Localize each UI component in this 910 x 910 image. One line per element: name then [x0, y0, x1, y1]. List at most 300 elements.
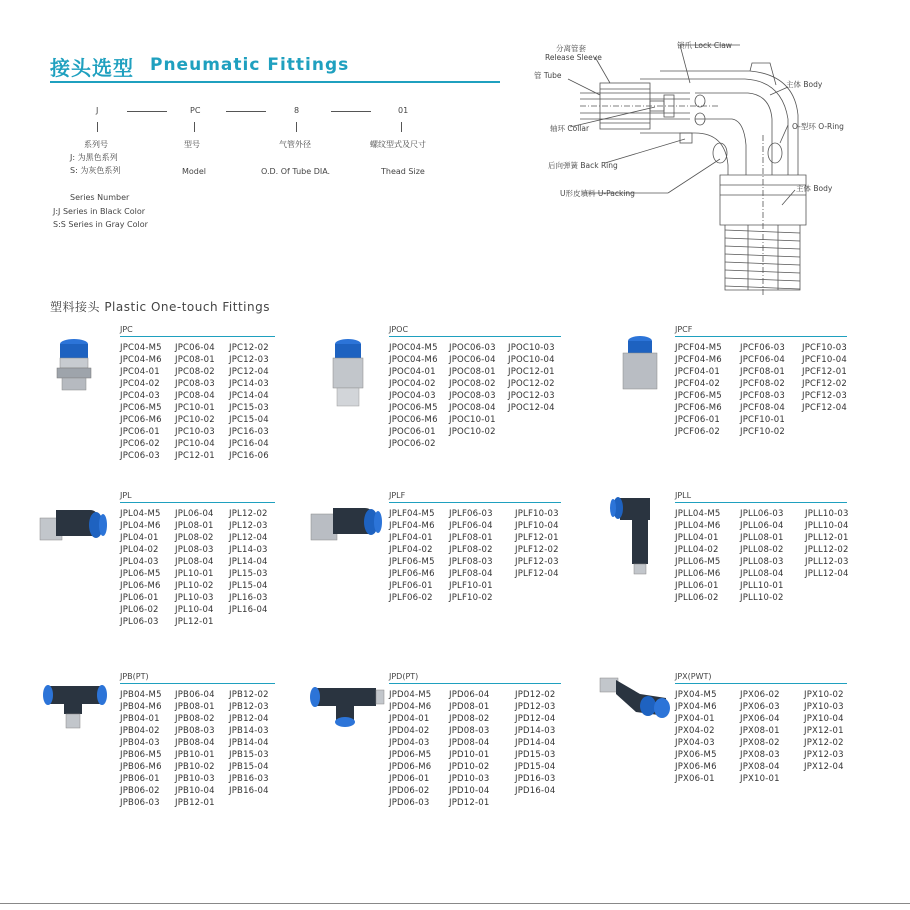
model-code: JPB10-01	[175, 750, 215, 760]
model-code: JPLF08-03	[449, 557, 493, 567]
model-code: JPB04-01	[120, 714, 160, 724]
tick	[296, 122, 297, 132]
family-label: JPLF	[389, 491, 406, 500]
model-code: JPC12-04	[229, 367, 269, 377]
model-code: JPX10-04	[804, 714, 844, 724]
family-label: JPL	[120, 491, 132, 500]
model-code: JPC06-03	[120, 451, 160, 461]
model-code: JPLL10-01	[740, 581, 784, 591]
model-code: JPX08-01	[740, 726, 780, 736]
model-column	[805, 508, 849, 580]
model-code: JPL04-M5	[120, 509, 161, 519]
tick	[401, 122, 402, 132]
model-code: JPLL06-03	[740, 509, 784, 519]
model-code: JPL08-04	[175, 557, 214, 567]
model-code: JPB06-01	[120, 774, 160, 784]
model-code: JPLL06-01	[675, 581, 719, 591]
jpx-fitting-icon	[596, 672, 676, 732]
model-column	[740, 342, 785, 438]
model-code: JPX10-02	[804, 690, 844, 700]
model-code: JPLL06-M5	[675, 557, 721, 567]
family-rule	[675, 336, 847, 337]
model-column	[449, 689, 489, 809]
model-code: JPLF12-04	[515, 569, 559, 579]
model-code: JPC15-04	[229, 415, 269, 425]
model-code: JPD04-M5	[389, 690, 432, 700]
model-code: JPD04-01	[389, 714, 430, 724]
model-code: JPOC08-04	[449, 403, 496, 413]
model-code: JPC04-01	[120, 367, 160, 377]
model-code: JPC12-03	[229, 355, 269, 365]
model-code: JPOC04-01	[389, 367, 436, 377]
model-code: JPB10-04	[175, 786, 215, 796]
label-thread-cn: 螺纹型式及尺寸	[370, 140, 426, 149]
model-code: JPLF08-04	[449, 569, 493, 579]
model-code: JPCF04-M6	[675, 355, 722, 365]
family-label: JPOC	[389, 325, 409, 334]
model-code: JPX04-01	[675, 714, 715, 724]
label-body-bottom: 主体 Body	[796, 184, 833, 193]
model-column	[675, 508, 721, 604]
model-code: JPC04-02	[120, 379, 160, 389]
model-code: JPD06-M6	[389, 762, 432, 772]
model-code: JPB06-M5	[120, 750, 162, 760]
model-code: JPD14-03	[515, 726, 556, 736]
label-body-top: 主体 Body	[786, 80, 823, 89]
family-label: JPC	[120, 325, 133, 334]
family-rule	[120, 336, 275, 337]
model-code: JPLL04-M5	[675, 509, 721, 519]
model-code: JPOC06-03	[449, 343, 496, 353]
label-back-ring: 后向弹簧 Back Ring	[548, 161, 618, 170]
model-code: JPLF04-M6	[389, 521, 435, 531]
model-code: JPC10-02	[175, 415, 215, 425]
model-code: JPB15-03	[229, 750, 269, 760]
model-code: JPOC06-04	[449, 355, 496, 365]
model-code: JPC10-03	[175, 427, 215, 437]
model-code: JPC08-04	[175, 391, 215, 401]
model-column	[675, 342, 722, 438]
model-code: JPOC06-M6	[389, 415, 438, 425]
model-column	[740, 508, 784, 604]
code-part-thread: 01	[398, 106, 409, 115]
model-code: JPB08-02	[175, 714, 215, 724]
model-code: JPCF06-01	[675, 415, 720, 425]
model-column	[120, 689, 162, 809]
model-code: JPLF06-M6	[389, 569, 435, 579]
model-code: JPB08-03	[175, 726, 215, 736]
family-label: JPLL	[675, 491, 692, 500]
model-code: JPL12-04	[229, 533, 268, 543]
series-black-en: J:J Series in Black Color	[53, 207, 146, 216]
model-code: JPB12-02	[229, 690, 269, 700]
model-column	[120, 342, 162, 462]
model-code: JPL16-04	[229, 605, 268, 615]
dash	[226, 111, 266, 112]
model-code: JPCF08-02	[740, 379, 785, 389]
model-code: JPL06-M6	[120, 581, 161, 591]
model-code: JPLL06-M6	[675, 569, 721, 579]
model-code: JPD14-04	[515, 738, 556, 748]
label-lock-claw: 锁爪 Lock Claw	[677, 41, 732, 50]
model-code: JPLL08-04	[740, 569, 784, 579]
model-code: JPLF06-03	[449, 509, 493, 519]
family-rule	[120, 683, 275, 684]
model-code: JPCF08-01	[740, 367, 785, 377]
label-release-sleeve-cn: 分离管套	[556, 44, 586, 53]
label-od-en: O.D. Of Tube DIA.	[261, 167, 331, 176]
model-code: JPCF04-M5	[675, 343, 722, 353]
model-code: JPL08-01	[175, 521, 214, 531]
model-code: JPOC10-02	[449, 427, 496, 437]
model-code: JPL14-03	[229, 545, 268, 555]
model-code: JPC10-01	[175, 403, 215, 413]
model-code: JPC04-M5	[120, 343, 162, 353]
model-code: JPD08-01	[449, 702, 490, 712]
model-code: JPL06-03	[120, 617, 159, 627]
model-code: JPLL10-02	[740, 593, 784, 603]
model-code: JPB04-M6	[120, 702, 162, 712]
label-od-cn: 气管外径	[279, 140, 311, 149]
model-code: JPL04-02	[120, 545, 159, 555]
label-model-en: Model	[182, 167, 207, 176]
model-column	[175, 342, 215, 462]
model-code: JPB10-03	[175, 774, 215, 784]
model-code: JPOC06-02	[389, 439, 436, 449]
model-code: JPLF06-M5	[389, 557, 435, 567]
model-code: JPD16-04	[515, 786, 556, 796]
model-code: JPD10-03	[449, 774, 490, 784]
family-label: JPCF	[675, 325, 693, 334]
model-code: JPX08-02	[740, 738, 780, 748]
model-code: JPB12-01	[175, 798, 215, 808]
model-code: JPCF12-04	[802, 403, 847, 413]
model-column	[515, 508, 559, 580]
model-code: JPLF10-04	[515, 521, 559, 531]
model-code: JPX08-04	[740, 762, 780, 772]
model-column	[175, 508, 214, 628]
model-code: JPLL12-03	[805, 557, 849, 567]
model-code: JPL04-03	[120, 557, 159, 567]
model-code: JPX12-04	[804, 762, 844, 772]
model-code: JPB08-01	[175, 702, 215, 712]
model-code: JPCF08-04	[740, 403, 785, 413]
model-code: JPC08-02	[175, 367, 215, 377]
model-code: JPX06-02	[740, 690, 780, 700]
series-gray-en: S:S Series in Gray Color	[53, 220, 148, 229]
model-code: JPOC06-M5	[389, 403, 438, 413]
model-code: JPOC08-01	[449, 367, 496, 377]
label-model-cn: 型号	[184, 140, 200, 149]
jpb-fitting-icon	[40, 672, 110, 732]
model-code: JPC06-02	[120, 439, 160, 449]
model-code: JPD12-04	[515, 714, 556, 724]
family-rule	[389, 502, 561, 503]
model-code: JPLL08-01	[740, 533, 784, 543]
model-code: JPCF12-01	[802, 367, 847, 377]
model-code: JPCF10-03	[802, 343, 847, 353]
model-code: JPB04-02	[120, 726, 160, 736]
jpll-fitting-icon	[610, 494, 660, 578]
model-code: JPB06-03	[120, 798, 160, 808]
model-code: JPB06-04	[175, 690, 215, 700]
model-code: JPLF12-02	[515, 545, 559, 555]
model-code: JPD06-M5	[389, 750, 432, 760]
model-column	[740, 689, 780, 785]
model-code: JPOC04-M6	[389, 355, 438, 365]
model-code: JPD08-02	[449, 714, 490, 724]
model-code: JPL06-02	[120, 605, 159, 615]
model-code: JPCF10-01	[740, 415, 785, 425]
model-code: JPX04-03	[675, 738, 715, 748]
family-label: JPB(PT)	[120, 672, 149, 681]
model-code: JPX06-03	[740, 702, 780, 712]
model-code: JPL06-M5	[120, 569, 161, 579]
model-code: JPD06-01	[389, 774, 430, 784]
label-upacking: U形皮填料 U-Packing	[560, 189, 635, 198]
title-rule	[50, 81, 500, 83]
model-code: JPOC12-01	[508, 367, 555, 377]
model-code: JPCF04-01	[675, 367, 720, 377]
model-code: JPOC04-02	[389, 379, 436, 389]
model-code: JPX12-02	[804, 738, 844, 748]
model-code: JPLF04-02	[389, 545, 433, 555]
model-code: JPD08-03	[449, 726, 490, 736]
model-code: JPLF06-02	[389, 593, 433, 603]
model-column	[804, 689, 844, 773]
model-code: JPX06-M5	[675, 750, 717, 760]
model-code: JPCF12-02	[802, 379, 847, 389]
model-code: JPL08-03	[175, 545, 214, 555]
model-code: JPLL12-02	[805, 545, 849, 555]
model-code: JPB10-02	[175, 762, 215, 772]
model-code: JPOC08-03	[449, 391, 496, 401]
label-tube: 管 Tube	[534, 71, 562, 80]
model-code: JPX04-M6	[675, 702, 717, 712]
model-code: JPOC12-03	[508, 391, 555, 401]
model-code: JPD10-04	[449, 786, 490, 796]
model-code: JPC10-04	[175, 439, 215, 449]
dash	[331, 111, 371, 112]
model-code: JPX06-M6	[675, 762, 717, 772]
model-code: JPLF12-01	[515, 533, 559, 543]
model-code: JPB04-03	[120, 738, 160, 748]
family-rule	[389, 336, 561, 337]
model-code: JPOC04-03	[389, 391, 436, 401]
model-code: JPOC10-04	[508, 355, 555, 365]
model-code: JPOC04-M5	[389, 343, 438, 353]
model-code: JPX06-01	[675, 774, 715, 784]
model-code: JPB16-04	[229, 786, 269, 796]
jpl-fitting-icon	[30, 500, 110, 550]
model-code: JPD06-03	[389, 798, 430, 808]
label-release-sleeve-en: Release Sleeve	[545, 53, 602, 62]
model-code: JPCF06-03	[740, 343, 785, 353]
jpcf-fitting-icon	[615, 334, 665, 394]
model-code: JPL12-01	[175, 617, 214, 627]
model-code: JPLF08-02	[449, 545, 493, 555]
model-column	[229, 342, 269, 462]
page-title-cn: 接头选型	[50, 56, 134, 80]
model-code: JPOC12-04	[508, 403, 555, 413]
model-code: JPD15-03	[515, 750, 556, 760]
model-code: JPC04-M6	[120, 355, 162, 365]
model-code: JPLL04-02	[675, 545, 719, 555]
model-code: JPOC12-02	[508, 379, 555, 389]
model-code: JPX12-01	[804, 726, 844, 736]
model-code: JPL14-04	[229, 557, 268, 567]
model-code: JPB06-M6	[120, 762, 162, 772]
model-code: JPLF04-01	[389, 533, 433, 543]
model-code: JPL16-03	[229, 593, 268, 603]
model-code: JPLL10-03	[805, 509, 849, 519]
jpc-fitting-icon	[48, 336, 104, 394]
model-code: JPCF08-03	[740, 391, 785, 401]
model-code: JPB12-03	[229, 702, 269, 712]
label-series-cn: 系列号	[84, 140, 108, 149]
model-code: JPLF10-01	[449, 581, 493, 591]
model-code: JPL10-01	[175, 569, 214, 579]
model-code: JPLL10-04	[805, 521, 849, 531]
model-code: JPB12-04	[229, 714, 269, 724]
jpoc-fitting-icon	[322, 336, 374, 412]
model-column	[515, 689, 555, 797]
model-code: JPLL04-01	[675, 533, 719, 543]
model-code: JPOC08-02	[449, 379, 496, 389]
model-code: JPLF12-03	[515, 557, 559, 567]
model-code: JPL06-04	[175, 509, 214, 519]
label-oring: O-型环 O-Ring	[792, 122, 844, 131]
model-code: JPL12-02	[229, 509, 268, 519]
model-code: JPCF06-M5	[675, 391, 722, 401]
model-column	[229, 689, 269, 797]
model-code: JPC12-02	[229, 343, 269, 353]
code-part-series: J	[96, 106, 99, 115]
family-label: JPD(PT)	[389, 672, 419, 681]
code-part-od: 8	[294, 106, 300, 115]
model-code: JPB15-04	[229, 762, 269, 772]
model-code: JPX10-01	[740, 774, 780, 784]
model-code: JPLF06-04	[449, 521, 493, 531]
label-thread-en: Thead Size	[381, 167, 425, 176]
model-code: JPC04-03	[120, 391, 160, 401]
tick	[194, 122, 195, 132]
model-code: JPD04-02	[389, 726, 430, 736]
model-code: JPB14-04	[229, 738, 269, 748]
model-code: JPCF04-02	[675, 379, 720, 389]
model-code: JPLL04-M6	[675, 521, 721, 531]
model-code: JPB06-02	[120, 786, 160, 796]
model-code: JPL04-M6	[120, 521, 161, 531]
model-code: JPOC06-01	[389, 427, 436, 437]
model-column	[175, 689, 215, 809]
model-code: JPOC10-01	[449, 415, 496, 425]
model-code: JPCF06-04	[740, 355, 785, 365]
model-code: JPB04-M5	[120, 690, 162, 700]
label-collar: 轴环 Collar	[550, 124, 590, 133]
model-code: JPD04-03	[389, 738, 430, 748]
model-code: JPLL08-02	[740, 545, 784, 555]
model-code: JPC16-06	[229, 451, 269, 461]
model-code: JPL10-03	[175, 593, 214, 603]
model-code: JPC06-M5	[120, 403, 162, 413]
section-title: 塑料接头 Plastic One-touch Fittings	[50, 300, 270, 314]
model-code: JPC06-M6	[120, 415, 162, 425]
model-column	[802, 342, 847, 414]
page-title-en: Pneumatic Fittings	[150, 55, 350, 75]
model-column	[675, 689, 717, 785]
model-column	[389, 342, 438, 450]
model-code: JPCF06-M6	[675, 403, 722, 413]
model-code: JPLF10-02	[449, 593, 493, 603]
model-code: JPCF12-03	[802, 391, 847, 401]
model-code: JPC16-04	[229, 439, 269, 449]
model-code: JPB14-03	[229, 726, 269, 736]
model-code: JPC06-04	[175, 343, 215, 353]
tick	[97, 122, 98, 132]
model-code: JPL10-04	[175, 605, 214, 615]
model-code: JPD15-04	[515, 762, 556, 772]
dash	[127, 111, 167, 112]
model-code: JPD16-03	[515, 774, 556, 784]
code-part-model: PC	[190, 106, 201, 115]
model-code: JPX12-03	[804, 750, 844, 760]
model-code: JPD08-04	[449, 738, 490, 748]
model-code: JPCF06-02	[675, 427, 720, 437]
model-code: JPLF06-01	[389, 581, 433, 591]
model-code: JPLL06-02	[675, 593, 719, 603]
model-code: JPLL12-01	[805, 533, 849, 543]
model-column	[449, 508, 493, 604]
model-code: JPX08-03	[740, 750, 780, 760]
model-code: JPL15-04	[229, 581, 268, 591]
model-code: JPD06-04	[449, 690, 490, 700]
model-column	[120, 508, 161, 628]
model-code: JPD10-02	[449, 762, 490, 772]
model-code: JPL04-01	[120, 533, 159, 543]
model-code: JPLL08-03	[740, 557, 784, 567]
family-rule	[675, 683, 847, 684]
family-label: JPX(PWT)	[675, 672, 712, 681]
model-code: JPX04-02	[675, 726, 715, 736]
family-rule	[675, 502, 847, 503]
model-column	[508, 342, 555, 414]
model-code: JPC12-01	[175, 451, 215, 461]
model-column	[389, 508, 435, 604]
model-code: JPL10-02	[175, 581, 214, 591]
jpd-fitting-icon	[306, 680, 386, 732]
cross-section-diagram	[520, 35, 860, 305]
model-code: JPD12-01	[449, 798, 490, 808]
model-column	[449, 342, 496, 438]
model-code: JPC06-01	[120, 427, 160, 437]
model-code: JPB08-04	[175, 738, 215, 748]
model-code: JPCF10-02	[740, 427, 785, 437]
model-code: JPB16-03	[229, 774, 269, 784]
model-code: JPC08-03	[175, 379, 215, 389]
model-code: JPD06-02	[389, 786, 430, 796]
model-code: JPD12-03	[515, 702, 556, 712]
model-code: JPD04-M6	[389, 702, 432, 712]
model-column	[229, 508, 268, 616]
model-code: JPC15-03	[229, 403, 269, 413]
model-code: JPX10-03	[804, 702, 844, 712]
family-rule	[120, 502, 275, 503]
model-code: JPL12-03	[229, 521, 268, 531]
model-column	[389, 689, 431, 809]
model-code: JPX04-M5	[675, 690, 717, 700]
family-rule	[389, 683, 561, 684]
